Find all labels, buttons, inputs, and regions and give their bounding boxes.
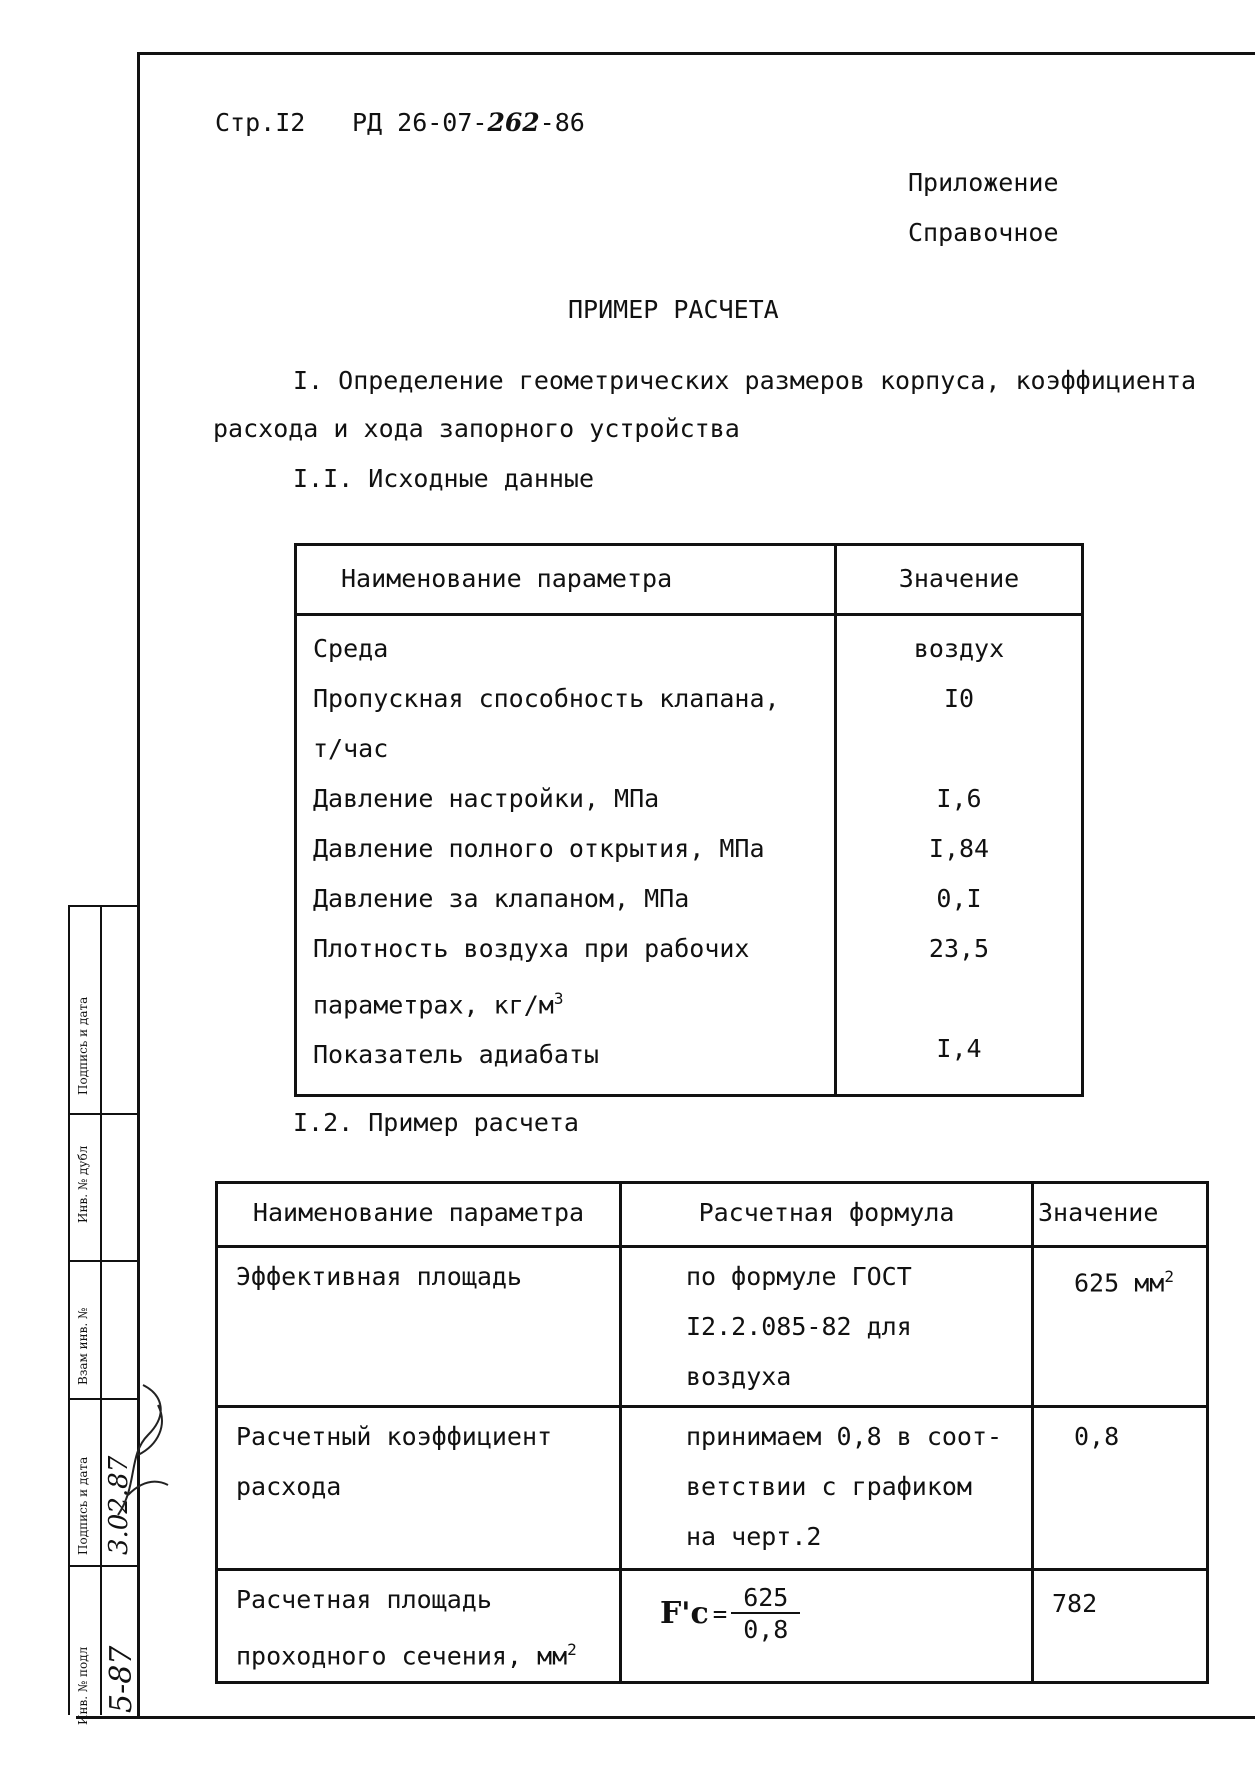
table-cell: Расчетная площадь проходного сечения, $мм^2$ xyxy=(217,1570,621,1683)
calculation-table xyxy=(215,1181,1209,1684)
table-cell: по формуле ГОСТ I2.2.085-82 для воздуха xyxy=(621,1247,1033,1407)
table-cell: Расчетный коэффициент расхода xyxy=(217,1407,621,1570)
table-header: Расчетная формула xyxy=(621,1183,1033,1247)
doc-code-number: 262 xyxy=(487,108,540,137)
table-header: Наименование параметра xyxy=(217,1183,621,1247)
page-number: Стр.I2 xyxy=(215,108,306,137)
document-title: ПРИМЕР РАСЧЕТА xyxy=(568,295,779,324)
handwritten-inventory-number: 5-87 xyxy=(104,1645,139,1713)
table-cell: 0,8 xyxy=(1033,1407,1208,1570)
approval-stamp xyxy=(68,905,139,1725)
stamp-label: Инв. № подл xyxy=(76,1646,90,1725)
table-header: Наименование параметра xyxy=(296,545,836,615)
doc-code-suffix: -86 xyxy=(539,108,585,137)
table-cell: 625 $мм^2$ xyxy=(1033,1247,1208,1407)
handwritten-date: 3.02.87 xyxy=(104,1455,134,1555)
stamp-label: Инв. № дубл xyxy=(76,1145,90,1223)
doc-code xyxy=(352,110,585,135)
page-top-rule xyxy=(138,52,1255,55)
table-cell: 782 xyxy=(1033,1570,1208,1683)
page-bottom-rule xyxy=(76,1716,1255,1719)
signature xyxy=(108,1375,178,1525)
param-values: воздух I0 I,6 I,84 0,I 23,5 I,4 xyxy=(836,615,1083,1096)
table-cell: Эффективная площадь xyxy=(217,1247,621,1407)
section-1-1-heading: I.I. Исходные данные xyxy=(293,464,595,493)
param-names: Среда Пропускная способность клапана, т/час Давление настройки, МПа Давление полного открытия, МПа Давление за клапаном, МПа Плотность воздуха при рабочих параметрах, $кг/м^3$ Показатель адиабаты xyxy=(296,615,836,1096)
stamp-label: Подпись и дата xyxy=(76,1456,90,1555)
input-data-table xyxy=(294,543,1084,1097)
section-1-heading-cont: расхода и хода запорного устройства xyxy=(213,414,740,443)
section-1-2-heading: I.2. Пример расчета xyxy=(293,1108,579,1137)
table-header: Значение xyxy=(1033,1183,1208,1247)
formula-lhs: F'c xyxy=(660,1595,709,1631)
table-header: Значение xyxy=(836,545,1083,615)
formula-cell: F'c = $\frac{625}{0,8}$ xyxy=(621,1570,1033,1683)
appendix-type: Справочное xyxy=(908,218,1059,247)
table-cell: принимаем 0,8 в соот- ветствии с графиком на черт.2 xyxy=(621,1407,1033,1570)
stamp-label: Взам инв. № xyxy=(76,1307,90,1385)
doc-code-prefix: РД 26-07- xyxy=(352,108,488,137)
section-1-heading: I. Определение геометрических размеров корпуса, коэффициента xyxy=(293,366,1197,395)
stamp-label: Подпись и дата xyxy=(76,996,90,1095)
appendix-label: Приложение xyxy=(908,168,1059,197)
formula-fraction: $\frac{625}{0,8}$ xyxy=(731,1585,800,1642)
